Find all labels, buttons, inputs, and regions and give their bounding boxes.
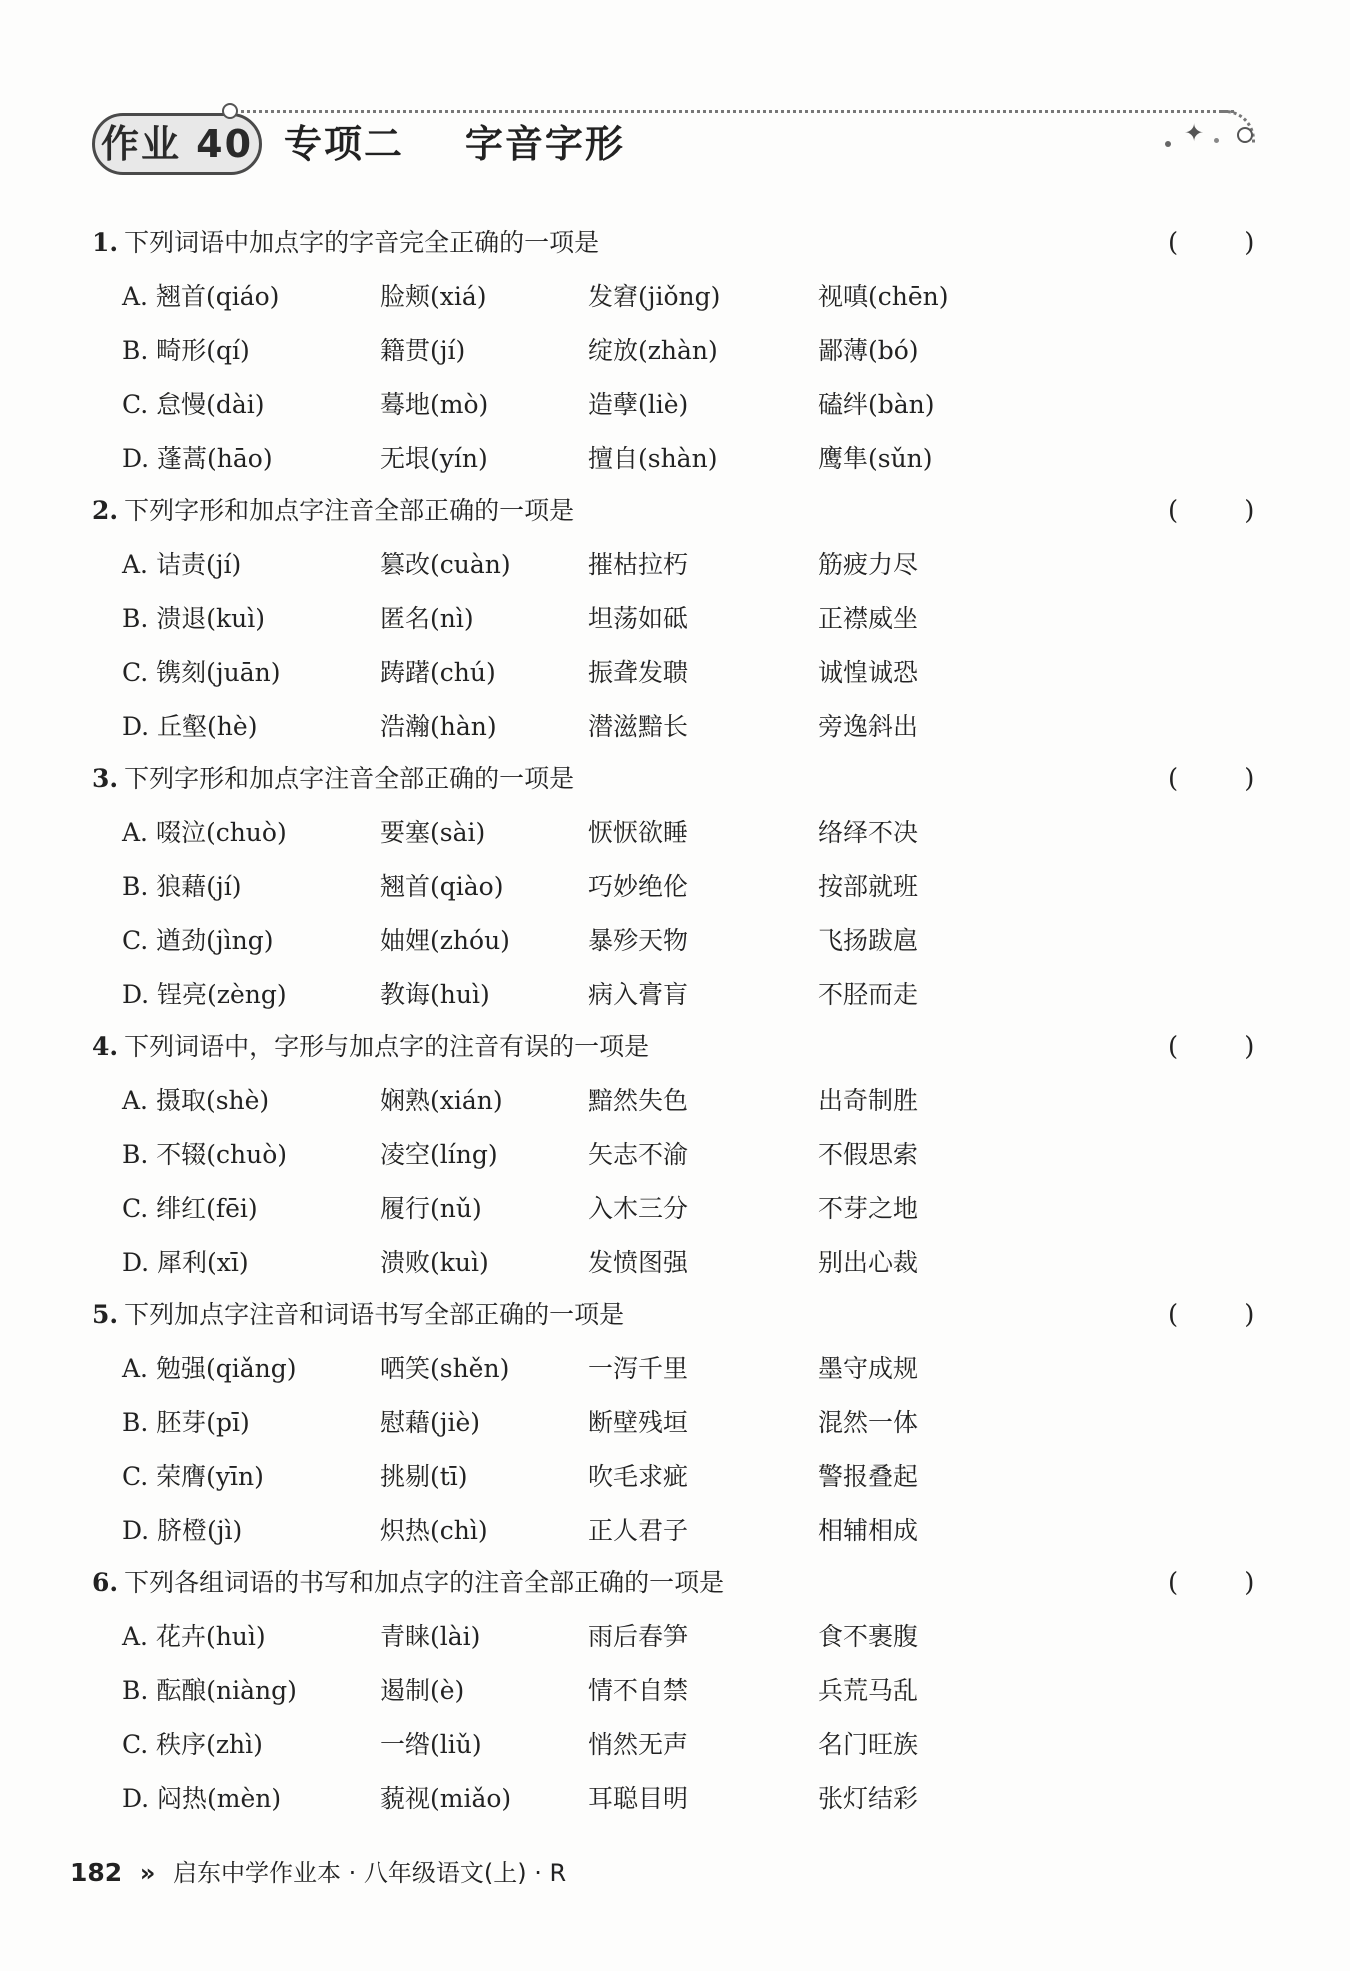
- option-term: 妯娌(zhóu): [380, 926, 510, 955]
- question-number: 6.: [92, 1568, 119, 1597]
- option-row: [0, 653, 1350, 697]
- option-label-term: B. 狼藉(jí): [122, 872, 242, 901]
- option-term: 别出心裁: [818, 1248, 919, 1277]
- option-label-term: A. 花卉(huì): [122, 1622, 266, 1651]
- question-stem: [92, 761, 574, 797]
- option-term: 籍贯(jí): [380, 336, 466, 365]
- option-label-term: C. 镌刻(juān): [122, 658, 281, 687]
- option-term: 暴殄天物: [588, 926, 689, 955]
- option-label-term: C. 遒劲(jìng): [122, 926, 274, 955]
- option-label-term: C. 怠慢(dài): [122, 390, 265, 419]
- option-term: 蓦地(mò): [380, 390, 489, 419]
- question-stem: [92, 1029, 649, 1065]
- option-row: [0, 1725, 1350, 1769]
- option-term: 脸颊(xiá): [380, 282, 487, 311]
- book-title: 启东中学作业本 · 八年级语文(上) · R: [172, 1859, 567, 1887]
- question-text: 下列各组词语的书写和加点字的注音全部正确的一项是: [124, 1568, 725, 1597]
- option-row: [0, 707, 1350, 751]
- option-row: [0, 921, 1350, 965]
- option-term: 发窘(jiǒng): [588, 282, 721, 311]
- option-row: [0, 1081, 1350, 1125]
- circle-icon: [1237, 127, 1253, 143]
- option-term: 出奇制胜: [818, 1086, 919, 1115]
- option-term: 诚惶诚恐: [818, 658, 919, 687]
- option-term: 矢志不渝: [588, 1140, 689, 1169]
- page-number: 182: [70, 1858, 123, 1887]
- option-label-term: C. 绯红(fēi): [122, 1194, 258, 1223]
- option-term: 娴熟(xián): [380, 1086, 503, 1115]
- option-term: 不假思索: [818, 1140, 919, 1169]
- option-term: 悄然无声: [588, 1730, 689, 1759]
- option-label-term: B. 溃退(kuì): [122, 604, 266, 633]
- option-term: 踌躇(chú): [380, 658, 496, 687]
- decorative-dotted-line: [234, 110, 1234, 113]
- option-term: 青睐(lài): [380, 1622, 481, 1651]
- option-term: 一绺(liǔ): [380, 1730, 482, 1759]
- question-number: 3.: [92, 764, 119, 793]
- option-row: [0, 813, 1350, 857]
- option-term: 藐视(miǎo): [380, 1784, 512, 1813]
- assignment-header: [92, 105, 1262, 195]
- option-term: 络绎不决: [818, 818, 919, 847]
- question-stem: [92, 493, 574, 529]
- double-chevron-icon: »: [139, 1859, 156, 1887]
- option-term: 挑剔(tī): [380, 1462, 468, 1491]
- question-stem: [92, 1297, 624, 1333]
- option-label-term: A. 摄取(shè): [122, 1086, 270, 1115]
- option-term: 要塞(sài): [380, 818, 486, 847]
- option-row: [0, 1403, 1350, 1447]
- option-label-term: D. 犀利(xī): [122, 1248, 249, 1277]
- option-term: 正襟威坐: [818, 604, 919, 633]
- badge-dot-icon: [222, 103, 238, 119]
- option-row: [0, 1243, 1350, 1287]
- option-term: 绽放(zhàn): [588, 336, 718, 365]
- option-label-term: B. 酝酿(niàng): [122, 1676, 297, 1705]
- option-term: 吹毛求疵: [588, 1462, 689, 1491]
- option-term: 断壁残垣: [588, 1408, 689, 1437]
- option-term: 磕绊(bàn): [818, 390, 935, 419]
- option-row: [0, 1135, 1350, 1179]
- option-row: [0, 277, 1350, 321]
- option-term: 黯然失色: [588, 1086, 689, 1115]
- question-number: 4.: [92, 1032, 119, 1061]
- option-label-term: A. 翘首(qiáo): [122, 282, 280, 311]
- option-term: 翘首(qiào): [380, 872, 504, 901]
- option-term: 不胫而走: [818, 980, 919, 1009]
- option-label-term: D. 丘壑(hè): [122, 712, 258, 741]
- answer-blank[interactable]: ( ): [1168, 1300, 1255, 1330]
- option-term: 炽热(chì): [380, 1516, 488, 1545]
- option-term: 溃败(kuì): [380, 1248, 489, 1277]
- option-term: 恹恹欲睡: [588, 818, 689, 847]
- option-label-term: A. 诘责(jí): [122, 550, 242, 579]
- option-term: 慰藉(jiè): [380, 1408, 481, 1437]
- option-term: 正人君子: [588, 1516, 689, 1545]
- answer-blank[interactable]: ( ): [1168, 764, 1255, 794]
- question-number: 5.: [92, 1300, 119, 1329]
- option-term: 造孽(liè): [588, 390, 689, 419]
- question-stem: [92, 225, 599, 261]
- option-row: [0, 1349, 1350, 1393]
- option-term: 情不自禁: [588, 1676, 689, 1705]
- option-row: [0, 1511, 1350, 1555]
- option-label-term: D. 蓬蒿(hāo): [122, 444, 273, 473]
- question-number: 2.: [92, 496, 119, 525]
- option-term: 教诲(huì): [380, 980, 490, 1009]
- question-stem: [92, 1565, 724, 1601]
- assignment-badge: 作业 40: [92, 113, 262, 175]
- option-term: 耳聪目明: [588, 1784, 689, 1813]
- option-label-term: D. 锃亮(zèng): [122, 980, 287, 1009]
- option-term: 巧妙绝伦: [588, 872, 689, 901]
- option-term: 食不裹腹: [818, 1622, 919, 1651]
- option-term: 名门旺族: [818, 1730, 919, 1759]
- option-row: [0, 975, 1350, 1019]
- option-row: [0, 599, 1350, 643]
- option-term: 哂笑(shěn): [380, 1354, 510, 1383]
- option-label-term: B. 畸形(qí): [122, 336, 250, 365]
- option-row: [0, 1617, 1350, 1661]
- option-label-term: D. 闷热(mèn): [122, 1784, 282, 1813]
- option-term: 坦荡如砥: [588, 604, 689, 633]
- option-label-term: A. 勉强(qiǎng): [122, 1354, 297, 1383]
- option-row: [0, 1779, 1350, 1823]
- option-term: 匿名(nì): [380, 604, 474, 633]
- option-row: [0, 331, 1350, 375]
- question-text: 下列词语中，字形与加点字的注音有误的一项是: [124, 1032, 650, 1061]
- option-term: 相辅相成: [818, 1516, 919, 1545]
- option-term: 筋疲力尽: [818, 550, 919, 579]
- option-term: 警报叠起: [818, 1462, 919, 1491]
- option-label-term: C. 荣膺(yīn): [122, 1462, 264, 1491]
- option-term: 按部就班: [818, 872, 919, 901]
- option-row: [0, 439, 1350, 483]
- answer-blank[interactable]: ( ): [1168, 1568, 1255, 1598]
- option-term: 无垠(yín): [380, 444, 488, 473]
- option-term: 摧枯拉朽: [588, 550, 689, 579]
- question-text: 下列字形和加点字注音全部正确的一项是: [124, 496, 575, 525]
- option-term: 潜滋黯长: [588, 712, 689, 741]
- option-term: 视嗔(chēn): [818, 282, 949, 311]
- option-label-term: B. 不辍(chuò): [122, 1140, 288, 1169]
- option-term: 飞扬跋扈: [818, 926, 919, 955]
- question-text: 下列加点字注音和词语书写全部正确的一项是: [124, 1300, 625, 1329]
- option-term: 旁逸斜出: [818, 712, 919, 741]
- answer-blank[interactable]: ( ): [1168, 1032, 1255, 1062]
- option-term: 混然一体: [818, 1408, 919, 1437]
- option-label-term: D. 脐橙(jì): [122, 1516, 243, 1545]
- option-row: [0, 385, 1350, 429]
- answer-blank[interactable]: ( ): [1168, 228, 1255, 258]
- decorative-dot-icon: [1165, 141, 1171, 147]
- option-row: [0, 1671, 1350, 1715]
- option-row: [0, 1457, 1350, 1501]
- option-term: 雨后春笋: [588, 1622, 689, 1651]
- page-footer: [70, 1853, 566, 1893]
- question-text: 下列字形和加点字注音全部正确的一项是: [124, 764, 575, 793]
- option-label-term: B. 胚芽(pī): [122, 1408, 250, 1437]
- option-term: 鄙薄(bó): [818, 336, 919, 365]
- decorative-dot-icon: [1214, 138, 1219, 143]
- option-term: 一泻千里: [588, 1354, 689, 1383]
- option-term: 入木三分: [588, 1194, 689, 1223]
- option-term: 病入膏肓: [588, 980, 689, 1009]
- sparkle-icon: ✦: [1184, 119, 1205, 147]
- option-term: 发愤图强: [588, 1248, 689, 1277]
- option-term: 遏制(è): [380, 1676, 465, 1705]
- question-number: 1.: [92, 228, 119, 257]
- option-term: 不芽之地: [818, 1194, 919, 1223]
- question-text: 下列词语中加点字的字音完全正确的一项是: [124, 228, 600, 257]
- option-row: [0, 545, 1350, 589]
- option-term: 篡改(cuàn): [380, 550, 511, 579]
- page-title: 专项二 字音字形: [284, 122, 625, 166]
- option-term: 鹰隼(sǔn): [818, 444, 933, 473]
- option-term: 履行(nǔ): [380, 1194, 482, 1223]
- option-term: 擅自(shàn): [588, 444, 718, 473]
- option-label-term: A. 啜泣(chuò): [122, 818, 287, 847]
- option-label-term: C. 秩序(zhì): [122, 1730, 263, 1759]
- option-term: 浩瀚(hàn): [380, 712, 497, 741]
- option-term: 凌空(líng): [380, 1140, 498, 1169]
- answer-blank[interactable]: ( ): [1168, 496, 1255, 526]
- option-term: 振聋发聩: [588, 658, 689, 687]
- option-term: 张灯结彩: [818, 1784, 919, 1813]
- option-term: 墨守成规: [818, 1354, 919, 1383]
- option-row: [0, 1189, 1350, 1233]
- option-row: [0, 867, 1350, 911]
- option-term: 兵荒马乱: [818, 1676, 919, 1705]
